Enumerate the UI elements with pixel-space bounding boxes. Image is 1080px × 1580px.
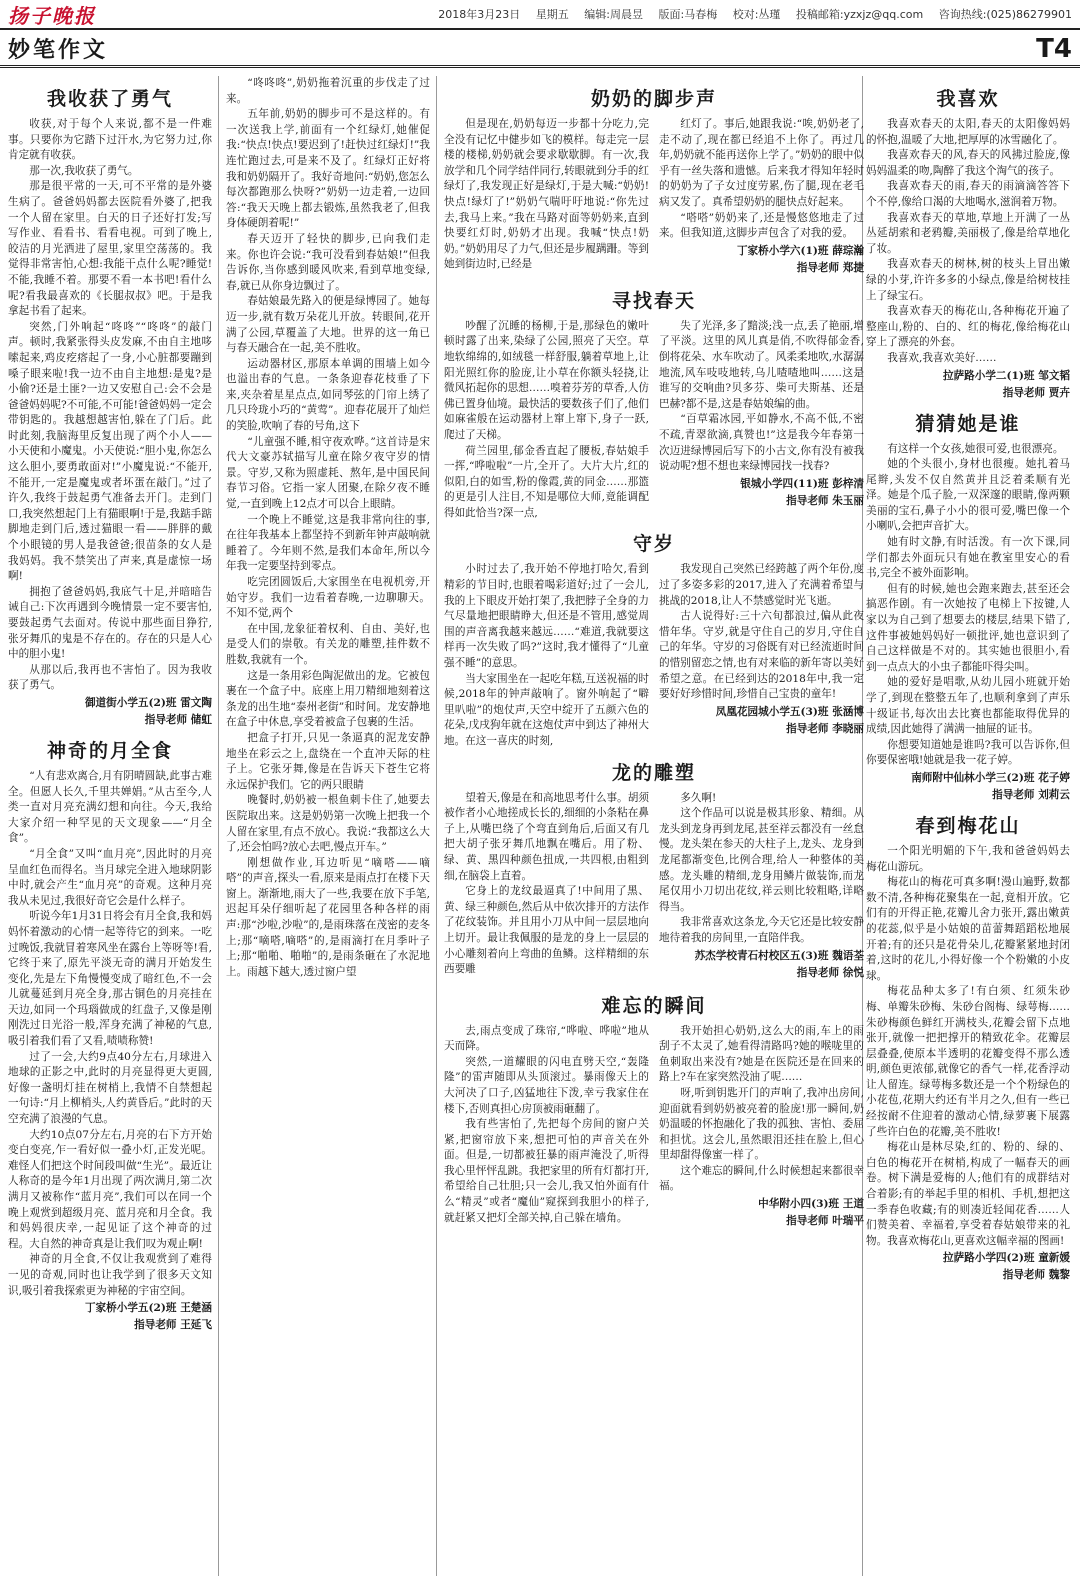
article-paragraph: “咚咚咚”,奶奶拖着沉重的步伐走了过来。	[226, 77, 430, 105]
author-byline: 丁家桥小学六(1)班 薛琮瀚	[736, 244, 864, 257]
article-title: 难忘的瞬间	[601, 994, 707, 1017]
article	[444, 286, 864, 522]
column-3	[444, 76, 864, 1576]
article-paragraph: 梅花山是林尽染,红的、粉的、绿的、白色的梅花开在树梢,构成了一幅春天的画卷。树下满是爱梅的人;他们有的成群结对合着影;有的举起手里的相机、手机,想把这一季春色收藏;有的则凑近轻闻花香……人们赞美着、幸福着,享受着春姑娘带来的礼物。我喜欢梅花山,更喜欢这幅幸福的图画!	[866, 1141, 1070, 1247]
author-byline: 御道街小学五(2)班 雷文陶	[84, 696, 212, 709]
article-left-column	[444, 319, 649, 522]
column-rule	[218, 76, 219, 1576]
author-byline: 丁家桥小学五(2)班 王楚涵	[84, 1302, 212, 1315]
article	[8, 84, 212, 728]
article-paragraph: 吃完团圆饭后,大家围坐在电视机旁,开始守岁。我们一边看着春晚,一边聊聊天。不知不觉,两个	[226, 576, 430, 620]
article	[444, 84, 864, 278]
article-paragraph: 我喜欢,我喜欢美好……	[887, 351, 997, 364]
article-paragraph: “儿童强不睡,相守夜欢哗。”这首诗是宋代大文豪苏轼描写儿童在除夕夜守岁的情景。守岁,又称为照虚耗、熬年,是中国民间春节习俗。它指一家人团聚,在除夕夜不睡觉,一直到晚上12点才可以合上眼睛。	[226, 435, 430, 511]
article-paragraph: 春姑娘最先路入的便是绿博园了。她每迈一步,就有数万朵花儿开放。转眼间,花开满了公园,草覆盖了大地。世界的这一角已与春天融合在一起,美不胜收。	[226, 295, 430, 355]
article-paragraph: “嗒嗒”奶奶来了,还是慢悠悠地走了过来。但我知道,这脚步声包含了对我的爱。	[659, 211, 864, 240]
article-paragraph: 去,雨点变成了珠帘,“哗啦、哗啦”地从天而降。	[444, 1024, 649, 1053]
author-byline: 拉萨路小学二(1)班 邹文韬	[942, 369, 1070, 382]
article-paragraph: 她的个头很小,身材也很瘦。她扎着马尾辫,头发不仅自然黄并且泛着柔顺有光泽。她是个瓜子脸,一双深邃的眼睛,像两颗美丽的宝石,鼻子小小的很可爱,嘴巴像一个小喇叭,会把声音扩大。	[866, 458, 1070, 533]
article-paragraph: 她的爱好是唱歌,从幼儿园小班就开始学了,到现在整整五年了,也顺利拿到了声乐十级证书,每次出去比赛也都能取得优异的成绩,因此她得了满满一抽屉的证书。	[866, 676, 1070, 736]
article-paragraph: 红灯了。事后,她跟我说:“唉,奶奶老了,走不动了,现在都已经追不上你了。再过几年,奶奶就不能再送你上学了。”奶奶的眼中似乎有一丝失落和遗憾。后来我才得知年轻时的奶奶为了子女过度劳累,伤了腿,现在老毛病又发了。真希望奶奶的腿快点好起来。	[659, 118, 864, 208]
article-right-column	[659, 117, 864, 278]
teacher-byline: 指导老师 徐悦	[796, 966, 864, 979]
article-paragraph: 突然,门外响起“咚咚”“咚咚”的敲门声。顿时,我紧张得头皮发麻,不由自主地哆嗦起来,鸡皮疙瘩起了一身,小心脏都要蹦到嗓子眼来啦!我一边不由自主地想:是鬼?是小偷?还是土匪?一边又安慰自己:会不会是爸爸妈妈呢?不可能,不可能!爸爸妈妈一定会带钥匙的。我越想越害怕,躲在了门后。此时此刻,我脑海里反复出现了两个小人——小天使和小魔鬼。小天使说:“胆小鬼,你怎么这么胆小,要勇敢面对!”小魔鬼说:“不能开,不能开,一定是魔鬼或者坏蛋在敲门。”过了许久,我终于鼓起勇气准备去开门。走到门口,我突然想起门上有猫眼啊!于是,我踮手踮脚地走到门后,透过猫眼一看——胖胖的戴个小眼镜的男人是我爸爸;很苗条的女人是我妈妈。我不禁笑出了声来,真是虚惊一场啊!	[8, 320, 212, 583]
teacher-byline: 指导老师 郑捷	[796, 261, 864, 274]
teacher-byline: 指导老师 魏黎	[1002, 1269, 1070, 1282]
article-paragraph: 失了光泽,多了黯淡;浅一点,丢了艳丽,增了平淡。这里的风儿真是俏,不吹得郁金香,倒将花朵、水车吹动了。风柔柔地吹,水潺潺地流,风车吱吱地转,乌儿喳喳地叫……这是谁写的交响曲?贝多芬、柴可夫斯基、还是巴赫?都不是,这是春姑娘编的曲。	[659, 319, 864, 410]
article-paragraph: 收获,对于每个人来说,都不是一件难事。只要你为它踏下过汗水,为它努力过,你肯定就有收获。	[8, 118, 212, 162]
submission-email: 投稿邮箱:yzxjz@qq.com	[795, 8, 924, 21]
teacher-byline: 指导老师 李晓丽	[786, 722, 864, 735]
article-paragraph: 从那以后,我再也不害怕了。因为我收获了勇气。	[8, 663, 212, 692]
article-paragraph: “人有悲欢离合,月有阴晴圆缺,此事古难全。但愿人长久,千里共婵娟。”从古至今,人类一直对月亮充满幻想和向往。今天,我给大家介绍一种罕见的天文现象——“月全食”。	[8, 769, 212, 845]
article-body	[444, 319, 864, 522]
article-body	[444, 117, 864, 278]
article-paragraph: 运动器材区,那原本单调的围墙上如今也溢出春的气息。一条条迎春花枝垂了下来,夹杂着星星点点,如同琴弦的门帘上绣了几只玲珑小巧的“黄莺”。迎春花展开了灿烂的笑脸,吹响了春的号角,这下	[226, 357, 430, 433]
article-paragraph: 我喜欢春天的太阳,春天的太阳像妈妈的怀抱,温暖了大地,把厚厚的冰雪融化了。	[866, 118, 1070, 146]
article	[444, 758, 864, 983]
article	[866, 409, 1070, 803]
article-title: 寻找春天	[611, 289, 696, 312]
article-paragraph: 拥抱了爸爸妈妈,我底气十足,并暗暗告诫自己:下次再遇到今晚情景一定不要害怕,要鼓起勇气去面对。传说中那些面目狰狞,张牙舞爪的鬼是不存在的。存在的只是人心中的胆小鬼!	[8, 585, 212, 661]
teacher-byline: 指导老师 储虹	[144, 713, 212, 726]
article-paragraph: 呀,听到钥匙开门的声响了,我冲出房间,迎面就看到奶奶被亮着的脸庞!那一瞬间,奶奶温暖的怀抱融化了我的孤独、害怕、委屈和担忧。这会儿,虽然眼泪还挂在脸上,但心里却甜得像蜜一样了。	[659, 1086, 864, 1162]
article	[444, 991, 864, 1232]
column-2	[226, 76, 430, 1576]
article-title: 神奇的月全食	[46, 739, 173, 762]
issue-date: 2018年3月23日	[438, 8, 521, 21]
article-right-column	[659, 1024, 864, 1232]
article-paragraph: 五年前,奶奶的脚步可不是这样的。有一次送我上学,前面有一个红绿灯,她催促我:“快点!快点!要迟到了!赶快过红绿灯!”我连忙跑过去,可是来不及了。红绿灯正好将我和奶奶隔开了。我好奇地问:“奶奶,您怎么每次都跑那么快呀?”奶奶一边走着,一边回答:“我天天晚上都去锻炼,虽然我老了,但我身体硬朗着呢!”	[226, 108, 430, 230]
article-right-column	[659, 562, 864, 749]
article-paragraph: 过了一会,大约9点40分左右,月球进入地球的正影之中,此时的月亮显得更大更圆,好像一盏明灯挂在树梢上,我情不自禁想起一句诗:“月上柳梢头,人约黄昏后。”此时的天空充满了浪漫的气息。	[8, 1050, 212, 1126]
article-title: 猜猜她是谁	[915, 412, 1021, 435]
article-paragraph: 但有的时候,她也会跑来跑去,甚至还会搞恶作剧。有一次她按了电梯上下按键,人家以为自己到了想要去的楼层,结果下错了,这件事被她妈妈好一顿批评,她也意识到了自己这样做是不对的。其实她也很胆小,看到一点点大的小虫子都能吓得尖叫。	[866, 582, 1070, 673]
article-paragraph: 那一次,我收获了勇气。	[29, 164, 139, 177]
article-paragraph: 我喜欢春天的草地,草地上开满了一丛丛延胡索和老鸦瓣,美丽极了,像是给草地化了妆。	[866, 211, 1070, 255]
article-paragraph: 这个作品可以说是极其形象、精细。从龙头到龙身再到龙尾,甚至祥云都没有一丝怠慢。龙头架在参天的大柱子上,龙头、龙身到龙尾都渐变色,比例合理,给人一种整体的美感。龙头雕的精细,龙身用鳞片做装饰,而龙尾仅用小刀切出花纹,祥云则比较粗略,详略得当。	[659, 807, 864, 913]
article-title: 奶奶的脚步声	[590, 88, 717, 110]
article-paragraph: 这个难忘的瞬间,什么时候想起来都很幸福。	[659, 1164, 864, 1193]
author-byline: 南师附中仙林小学三(2)班 花子婷	[911, 771, 1070, 784]
article-paragraph: 吵醒了沉睡的杨柳,于是,那绿色的嫩叶顿时露了出来,染绿了公园,照亮了天空。草地软绵绵的,如绒毯一样舒服,躺着草地上,让阳光照红你的脸庞,让小草在你额头轻挠,让微风拓起你的思想……嗅着芬芳的草香,人仿佛已置身仙境。最快活的要数孩子们了,他们如麻雀般在运动器材上窜上窜下,身子一跃,爬过了天梯。	[444, 319, 649, 441]
article-title: 春到梅花山	[915, 814, 1021, 837]
article-paragraph: 我非常喜欢这条龙,今天它还是比较安静地待着我的房间里,一直陪伴我。	[659, 916, 864, 944]
newspaper-logo: 扬子晚报	[8, 3, 96, 28]
article-paragraph: 听说今年1月31日将会有月全食,我和妈妈怀着激动的心情一起等待它的到来。一吃过晚饭,我就冒着寒风坐在露台上等呀等!看,它终于来了,原先平淡无奇的满月开始发生变化,先是左下角慢慢变成了暗红色,不一会儿就蔓延到月亮全身,那古铜色的月亮挂在天边,如同一个玛瑙做成的红盘子,又像是刚刚洗过日光浴一般,浑身充满了神秘的气息,吸引着我们看了又看,啧啧称赞!	[8, 910, 212, 1048]
masthead	[0, 0, 1080, 30]
article-paragraph: 我有些害怕了,先把每个房间的窗户关紧,把窗帘放下来,想把可怕的声音关在外面。但是,一切都被狂暴的雨声淹没了,听得我心里怦怦乱跳。我把家里的所有灯都打开,希望给自己壮胆;只一会儿,我又怕外面有什么“精灵”或者“魔仙”窥探到我胆小的样子,就赶紧又把灯全部关掉,自己躲在墙角。	[444, 1118, 649, 1224]
article-paragraph: 望着天,像是在和高地思考什么事。胡须被作者小心地搓成长长的,细细的小条粘在鼻子上,从嘴巴绕了个弯直到角后,后面又有几把大胡子张牙舞爪地飘在嘴后。用了粉、绿、黄、黑四种颜色扭成,一共四根,由粗到细,在脑袋上直着。	[444, 791, 649, 882]
author-byline: 银城小学四(11)班 彭梓清	[740, 477, 864, 490]
article	[866, 84, 1070, 401]
article-paragraph: 我喜欢春天的梅花山,各种梅花开遍了整座山,粉的、白的、红的梅花,像给梅花山穿上了漂亮的外套。	[866, 305, 1070, 349]
article-left-column	[444, 562, 649, 749]
article-title: 龙的雕塑	[611, 761, 696, 784]
article-paragraph: 梅花品种太多了!有白须、红须朱砂梅、单瓣朱砂梅、朱砂台阁梅、绿萼梅……朱砂梅颜色鲜红开满枝头,花瓣会留下点地张开,就像一把把撑开的精致花伞。花瓣层层叠叠,使原本半透明的花瓣变得不那么透明,颜色更浓郁,就像它的香气一样,花香浮动让人留连。绿萼梅多数还是一个个粉绿色的小花苞,花期大约还有半月之久,但有一些已经按耐不住迎着的激动心情,绿萝裹下展露了些许白色的花瓣,美不胜收!	[866, 985, 1070, 1138]
author-byline: 拉萨路小学四(2)班 童新媛	[942, 1252, 1070, 1265]
article-paragraph: 在中国,龙象征着权利、自由、美好,也是受人们的崇敬。有关龙的雕塑,挂件数不胜数,我就有一个。	[226, 622, 430, 666]
article-paragraph: 古人说得好:三十六旬都浪过,偏从此夜惜年华。守岁,就是守住自己的岁月,守住自己的年华。守岁的习俗既有对已经流逝时间的惜别留恋之情,也有对来临的新年寄以美好希望之意。在已经到达的2018年中,我一定要好好珍惜时间,珍惜自己宝贵的童年!	[659, 610, 864, 701]
layout-editor: 版面:马春梅	[658, 8, 718, 21]
author-byline: 中华附小四(3)班 王道	[758, 1198, 864, 1211]
article	[444, 529, 864, 749]
teacher-byline: 指导老师 王延飞	[134, 1319, 212, 1332]
column-rule	[436, 76, 437, 1576]
proofreader: 校对:丛瑾	[732, 8, 781, 21]
article-paragraph: 一个阳光明媚的下午,我和爸爸妈妈去梅花山游玩。	[866, 844, 1070, 873]
article-right-column	[659, 319, 864, 522]
article-paragraph: 我喜欢春天的风,春天的风拂过脸庞,像妈妈温柔的吻,陶醉了我这个淘气的孩子。	[866, 149, 1070, 177]
article-paragraph: 刚想做作业,耳边听见“嘀嗒——嘀嗒”的声音,探头一看,原来是雨点打在楼下天窗上。渐渐地,雨大了一些,我要在放下手笔,迟起耳朵仔细听起了花园里各种各样的雨声:那“沙啦,沙啦”的,是雨珠落在茂密的麦冬上;那“嘀嗒,嘀嗒”的,是雨滴打在月季叶子上;那“啪啪、啪啪”的,是雨条砸在了水泥地上。雨越下越大,透过窗户望	[226, 856, 430, 978]
article-paragraph: 这是一条用彩色陶泥做出的龙。它被包裹在一个盒子中。底座上用刀精细地刻着这条龙的出生地“泰州老街”和时间。龙安静地在盒子中休息,享受着被盒子包裹的生活。	[226, 669, 430, 729]
article-paragraph: 当大家围坐在一起吃年糕,互送祝福的时候,2018年的钟声敲响了。窗外响起了“噼里叭啦”的炮仗声,天空中绽开了五颜六色的花朵,戊戌狗年就在这炮仗声中到达了神州大地。在这一喜庆的时刻,	[444, 672, 649, 747]
teacher-byline: 指导老师 朱玉丽	[786, 494, 864, 507]
article-paragraph: 神奇的月全食,不仅让我观赏到了难得一见的奇观,同时也让我学到了很多天文知识,吸引着我探索更为神秘的宇宙空间。	[8, 1253, 212, 1297]
article-paragraph: 我开始担心奶奶,这么大的雨,车上的雨刮子不太灵了,她看得清路吗?她的喉咙里的鱼刺取出来没有?她是在医院还是在回来的路上?车在家突然没油了呢……	[659, 1024, 864, 1084]
editor: 编辑:周晨昱	[584, 8, 643, 21]
article-body	[444, 1024, 864, 1232]
teacher-byline: 指导老师 贾卉	[1002, 386, 1070, 399]
article-paragraph: 我发现自己突然已经跨越了两个年份,度过了多姿多彩的2017,进入了充满着希望与挑战的2018,让人不禁感觉时光飞逝。	[659, 563, 864, 607]
article-body	[444, 791, 864, 983]
article-right-column	[659, 791, 864, 983]
section-title: 妙笔作文	[8, 38, 109, 63]
author-byline: 苏杰学校青石村校区五(3)班 魏语荃	[694, 949, 864, 962]
article-paragraph: 突然,一道耀眼的闪电直劈天空,“轰隆隆”的雷声随即从头顶滚过。暴雨像天上的大河决了口子,凶猛地往下泼,幸亏我家住在楼下,否则真担心房顶被雨砸翻了。	[444, 1055, 649, 1115]
hotline: 咨询热线:(025)86279901	[938, 8, 1072, 21]
article-paragraph: 我喜欢春天的雨,春天的雨滴滴答答下个不停,像给口渴的大地喝水,滋润着万物。	[866, 180, 1070, 208]
article-title: 守岁	[632, 533, 675, 556]
article-body	[444, 562, 864, 749]
page-number: T4	[1036, 33, 1072, 64]
article	[8, 736, 212, 1333]
article	[866, 811, 1070, 1283]
article-paragraph: 一个晚上不睡觉,这是我非常向往的事,在往年我基本上都坚持不到新年钟声敲响就睡着了。今年则不然,是我们本命年,所以今年我一定要坚持到零点。	[226, 513, 430, 573]
article-paragraph: “月全食”又叫“血月亮”,因此时的月亮呈血红色而得名。当月球完全进入地球阴影中时,就会产生“血月亮”的奇观。这种月亮我从未见过,我很好奇它会是什么样子。	[8, 847, 212, 907]
masthead-meta	[426, 6, 1072, 22]
article-left-column	[444, 1024, 649, 1232]
article-title: 我喜欢	[936, 88, 1000, 110]
section-bar	[0, 32, 1080, 68]
article-paragraph: 小时过去了,我开始不停地打哈欠,看到精彩的节目时,也眼着喝彩道好;过了一会儿,我的上下眼皮开始打架了,我把脖子全身的力气尽量地把眼睛睁大,但还是不管用,感觉周围的声音离我越来越远……“难道,我就要这样再一次失败了吗?”这时,我才懂得了“儿童强不睡”的意思。	[444, 563, 649, 670]
author-byline: 凤凰花园城小学五(3)班 张涵博	[715, 705, 864, 718]
issue-weekday: 星期五	[535, 8, 569, 21]
article-paragraph: 它身上的龙纹最逼真了!中间用了黑、黄、绿三种颜色,然后从中依次排开的方法作了花纹装饰。并且用小刀从中间一层层地向上切开。最让我佩服的是龙的身上一层层的小心雕刻着向上弯曲的鱼鳞。这样精细的东西要雕	[444, 885, 649, 976]
article-paragraph: 梅花山的梅花可真多啊!漫山遍野,数都数不清,各种梅花聚集在一起,竟相开放。它们有的开得正艳,花瓣儿舍力张开,露出嫩黄的花蕊,似乎是小姑娘的苗蕾舞蹈蹈松地展开着;有的还只是花骨朵儿,花瓣紧紧地封闭着,这时的花儿,小得好像一个个粉嫩的小皮球。	[866, 876, 1070, 982]
article-left-column	[444, 117, 649, 278]
article-title: 我收获了勇气	[46, 88, 173, 110]
article-paragraph: 她有时文静,有时活泼。有一次下课,同学们都去外面玩只有她在教室里安心的看书,完全不被外面影响。	[866, 536, 1070, 580]
article-paragraph: “百草霜冰园,平如静水,不高不低,不密不疏,青翠欲滴,真赞也!”这是我今年春第一次迈进绿博园后写下的小古文,你有没有被我说动呢?想不想也来绿博园找一找春?	[659, 413, 864, 473]
article-paragraph: 但是现在,奶奶每迈一步都十分吃力,完全没有记忆中健步如飞的模样。每走完一层楼的楼梯,奶奶就会要求歇歇脚。有一次,我放学和几个同学结伴同行,转眼就到分手的红绿灯了,我发现正好是绿灯,于是大喊:“奶奶!快点!绿灯了!”奶奶气喘吁吁地说:“你先过去,我马上来。”我在马路对面等奶奶来,直到快要红灯时,奶奶才出现。我喊“快点!奶奶。”奶奶用尽了力气,但还是步履蹒跚。等到她到街边时,已经是	[444, 118, 649, 271]
article-paragraph: 多久啊!	[680, 791, 717, 804]
article-paragraph: 有这样一个女孩,她很可爱,也很漂亮。	[887, 442, 1064, 455]
article-paragraph: 荷兰园里,郁金香直起了腰板,春姑娘手一挥,“哗啦啦”一片,全开了。大片大片,红的似阳,白的如雪,粉的像霞,黄的同金……那篮的更是引人注目,不知是哪位大师,竟能调配得如此恰当?深一点,	[444, 444, 649, 519]
article-paragraph: 把盒子打开,只见一条逼真的泥龙安静地坐在彩云之上,盘绕在一个直冲天际的柱子上。它张牙舞,像是在告诉天下苍生它将永远保护我们。它的两只眼睛	[226, 731, 430, 791]
article-paragraph: 我喜欢春天的树林,树的枝头上冒出嫩绿的小芽,许许多多的小绿点,像是给树枝挂上了绿宝石。	[866, 258, 1070, 302]
column-4	[866, 76, 1070, 1576]
column-1	[8, 76, 212, 1576]
article-paragraph: 春天迈开了轻快的脚步,已向我们走来。你也许会说:“我可没看到春姑娘!”但我告诉你,当你感到暖风吹来,看到草地变绿,春,就已从你身边飘过了。	[226, 232, 430, 292]
teacher-byline: 指导老师 刘莉云	[992, 788, 1070, 801]
article-left-column	[444, 791, 649, 983]
article-paragraph: 你想要知道她是谁吗?我可以告诉你,但你要保密哦!她就是我一花子婷。	[866, 738, 1070, 767]
teacher-byline: 指导老师 叶瑞平	[786, 1215, 864, 1228]
article-paragraph: 大约10点07分左右,月亮的右下方开始变白变亮,乍一看好似一叠小灯,正发光呢。难怪人们把这个时间段叫做“生光”。最近让人称奇的是今年1月出现了两次满月,第二次满月又被称作“蓝月亮”,我们可以在同一个晚上观赏到超级月亮、蓝月亮和月全食。我和妈妈很庆幸,一起见证了这个神奇的过程。大自然的神奇真是让我们叹为观止啊!	[8, 1128, 212, 1250]
article-paragraph: 那是很平常的一天,可不平常的是外婆生病了。爸爸妈妈都去医院看外婆了,把我一个人留在家里。白天的日子还好打发;写写作业、看看书、看看电视。可到了晚上,皎洁的月光洒进了屋里,家里空荡荡的。我觉得非常害怕,心想:我能干点什么呢?睡觉!不能,我睡不着。那要不看一本书吧!看什么呢?看我最喜欢的《长腿叔叔》吧。于是我拿起书看了起来。	[8, 180, 212, 318]
article-paragraph: 晚餐时,奶奶被一根鱼刺卡住了,她要去医院取出来。这是奶奶第一次晚上把我一个人留在家里,有点不放心。我说:“我都这么大了,还会怕吗?放心去吧,慢点开车。”	[226, 794, 430, 854]
